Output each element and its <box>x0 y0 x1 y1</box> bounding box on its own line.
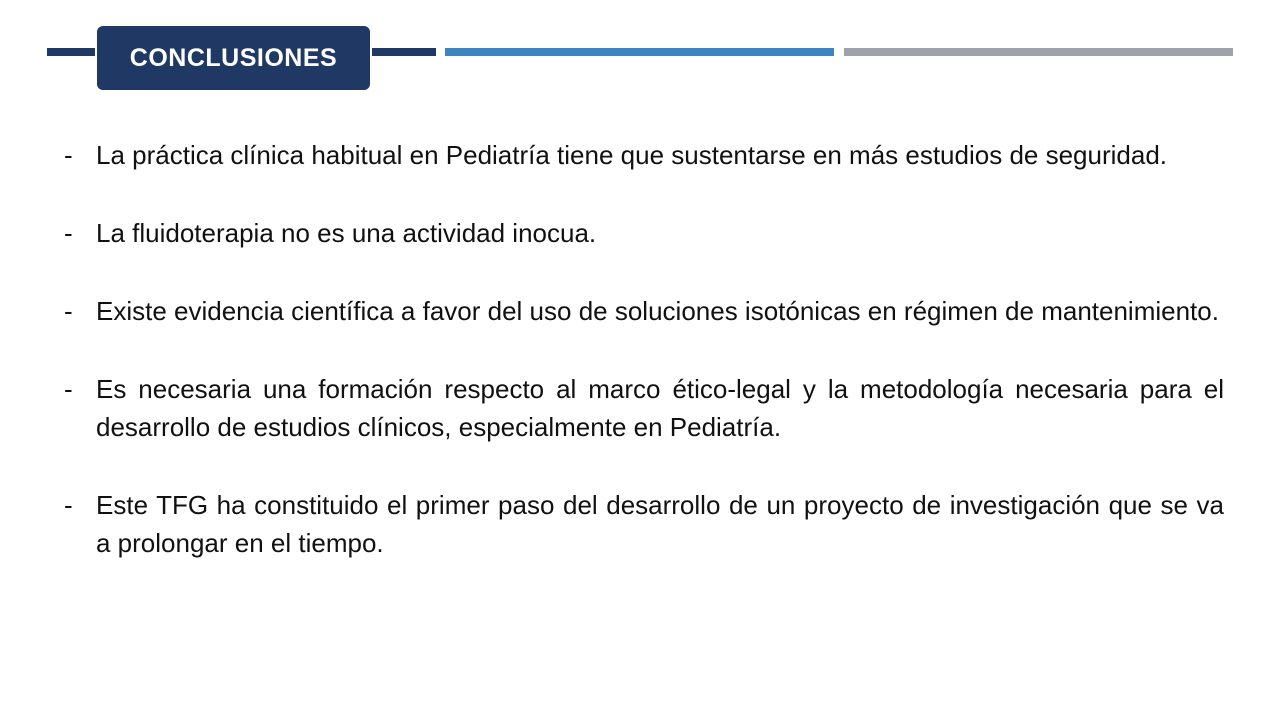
bullet-text: Este TFG ha constituido el primer paso del desarrollo de un proyecto de investigación que se va a prolongar en el tiempo. <box>96 490 1224 558</box>
bullet-item <box>64 292 1224 330</box>
header-bar-gray <box>844 48 1233 56</box>
bullet-marker: - <box>64 490 73 520</box>
bullet-item <box>64 214 1224 252</box>
bullet-marker: - <box>64 296 73 326</box>
bullet-list <box>64 136 1224 602</box>
bullet-item <box>64 370 1224 446</box>
bullet-text: La práctica clínica habitual en Pediatría tiene que sustentarse en más estudios de seguridad. <box>96 140 1168 170</box>
bullet-item <box>64 136 1224 174</box>
bullet-marker: - <box>64 140 73 170</box>
slide-title: CONCLUSIONES <box>95 24 372 92</box>
bullet-item <box>64 486 1224 562</box>
header-bar-blue <box>445 48 834 56</box>
bullet-text: Es necesaria una formación respecto al marco ético-legal y la metodología necesaria para el desarrollo de estudios clínicos, especialmente en Pediatría. <box>96 374 1224 442</box>
bullet-text: Existe evidencia científica a favor del uso de soluciones isotónicas en régimen de mantenimiento. <box>96 296 1219 326</box>
bullet-marker: - <box>64 218 73 248</box>
bullet-marker: - <box>64 374 73 404</box>
bullet-text: La fluidoterapia no es una actividad inocua. <box>96 218 597 248</box>
